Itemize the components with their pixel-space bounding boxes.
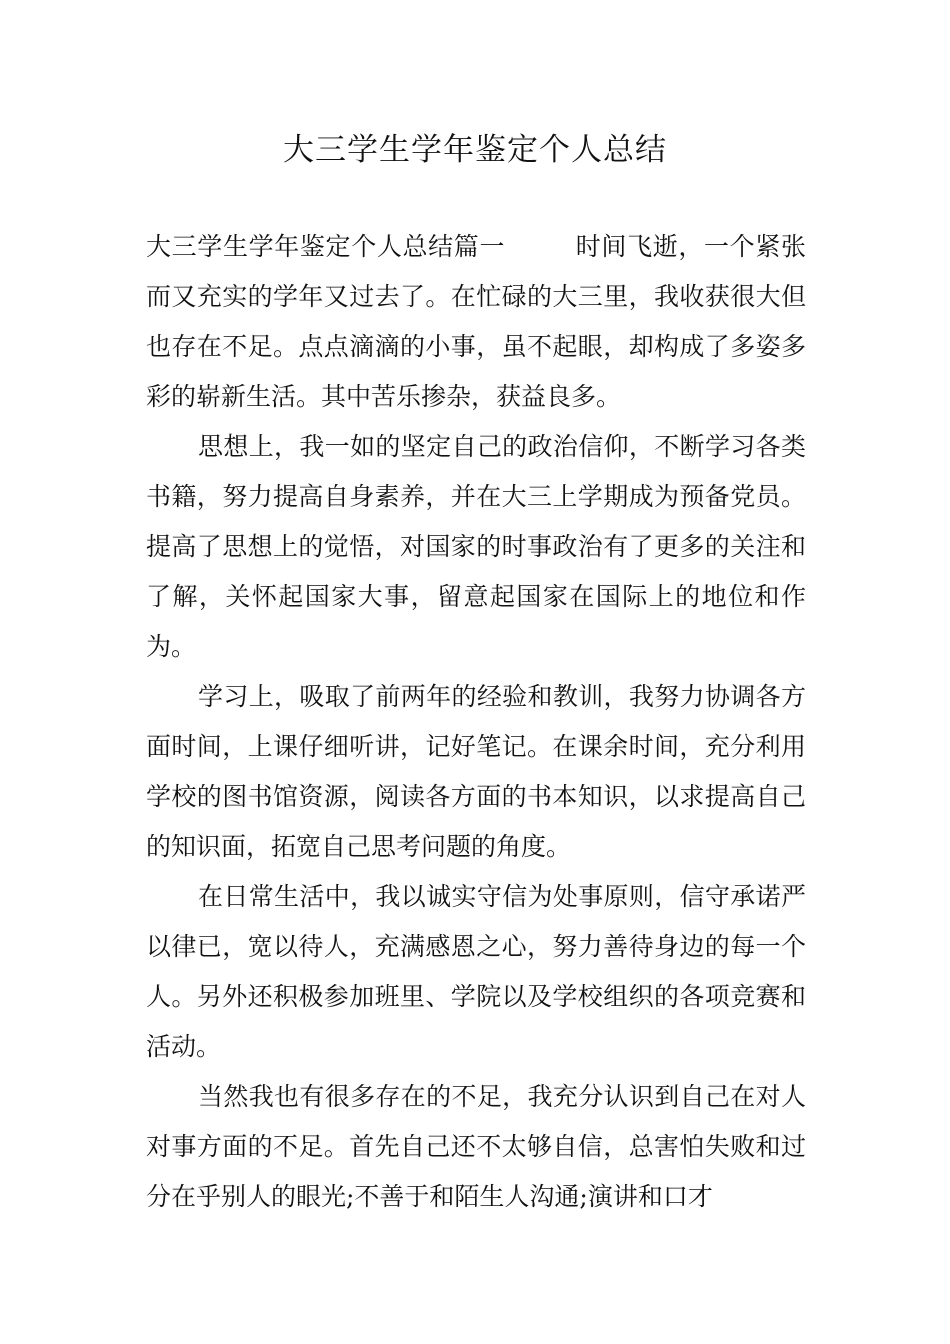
lead-text: 时间飞逝，一个紧张而又充实的学年又过去了。在忙碌的大三里，我收获很大但也存在不足。点点滴滴的小事，虽不起眼，却构成了多姿多彩的崭新生活。其中苦乐掺杂，获益良多。 — [146, 232, 806, 411]
document-title: 大三学生学年鉴定个人总结 — [283, 132, 667, 168]
lead-paragraph — [146, 222, 806, 422]
document-body — [146, 222, 806, 1222]
lead-heading: 大三学生学年鉴定个人总结篇一 — [146, 232, 506, 261]
paragraph-thought: 思想上，我一如的坚定自己的政治信仰，不断学习各类书籍，努力提高自身素养，并在大三上学期成为预备党员。提高了思想上的觉悟，对国家的时事政治有了更多的关注和了解，关怀起国家大事，留意起国家在国际上的地位和作为。 — [146, 432, 806, 661]
paragraph-shortcomings: 当然我也有很多存在的不足，我充分认识到自己在对人对事方面的不足。首先自己还不太够自信，总害怕失败和过分在乎别人的眼光;不善于和陌生人沟通;演讲和口才 — [146, 1082, 806, 1211]
paragraph-study: 学习上，吸取了前两年的经验和教训，我努力协调各方面时间，上课仔细听讲，记好笔记。在课余时间，充分利用学校的图书馆资源，阅读各方面的书本知识，以求提高自己的知识面，拓宽自己思考问题的角度。 — [146, 682, 806, 861]
paragraph-daily-life: 在日常生活中，我以诚实守信为处事原则，信守承诺严以律已，宽以待人，充满感恩之心，努力善待身边的每一个人。另外还积极参加班里、学院以及学校组织的各项竞赛和活动。 — [146, 882, 806, 1061]
